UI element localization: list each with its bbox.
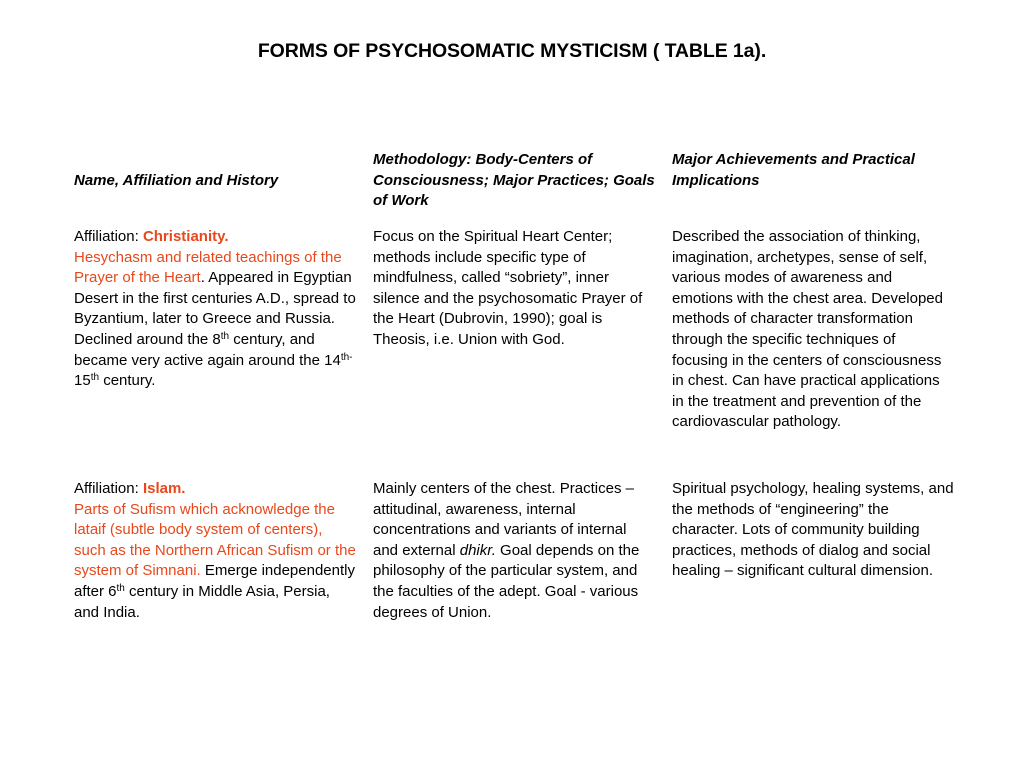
header-name-affiliation-history: Name, Affiliation and History bbox=[74, 172, 279, 189]
history-text: century, and became very active again around the 14 bbox=[74, 330, 341, 369]
methodology-text: Goal depends on the philosophy of the particular system, and the faculties of the adept. Goal - various degrees of Union. bbox=[373, 541, 640, 621]
affiliation-label: Affiliation: bbox=[74, 228, 143, 245]
tradition-name: Hesychasm and related teachings of the Prayer of the Heart bbox=[74, 248, 342, 287]
ordinal-suffix: th bbox=[116, 582, 125, 594]
header-achievements: Major Achievements and Practical Implications bbox=[672, 151, 915, 189]
ordinal-suffix: th bbox=[220, 330, 230, 342]
row-christianity-achievements-cell: Described the association of thinking, imagination, archetypes, sense of self, various modes of awareness and emotions with the chest area. Developed methods of character transformation through the specific techniques of focusing in the centers of consciousness in chest. Can have practical applications in the treatment and prevention of the cardiovascular pathology. bbox=[672, 228, 943, 431]
methodology-text: Mainly centers of the chest. Practices – attitudinal, awareness, internal concentrations and variants of internal and external bbox=[373, 480, 634, 559]
history-text: century. bbox=[99, 372, 156, 390]
affiliation-name: Christianity. bbox=[142, 228, 229, 245]
affiliation-label: Affiliation: bbox=[74, 480, 143, 497]
methodology-term: dhikr. bbox=[459, 541, 496, 559]
ordinal-suffix: th bbox=[90, 372, 100, 384]
history-text: 15 bbox=[74, 372, 91, 390]
row-christianity-history-cell bbox=[74, 227, 356, 392]
history-text: Emerge independently after 6 bbox=[74, 562, 355, 600]
ordinal-suffix: th- bbox=[340, 351, 353, 363]
row-christianity-methodology-cell: Focus on the Spiritual Heart Center; methods include specific type of mindfulness, called “sobriety”, inner silence and the psychosomatic Prayer of the Heart (Dubrovin, 1990); goal is Theosis, i.e. Union with God. bbox=[373, 228, 643, 348]
row-islam-history-cell bbox=[74, 479, 356, 623]
header-methodology: Methodology: Body-Centers of Consciousness; Major Practices; Goals of Work bbox=[373, 151, 655, 210]
row-islam-achievements-cell: Spiritual psychology, healing systems, and the methods of “engineering” the character. Lots of community building practices, methods of dialog and social healing – significant cultural dimension. bbox=[672, 480, 954, 580]
history-text: century in Middle Asia, Persia, and India. bbox=[74, 582, 330, 621]
tradition-name: Parts of Sufism which acknowledge the lataif (subtle body system of centers), such as the Northern African Sufism or the system of Simnani. bbox=[74, 500, 356, 580]
row-islam-methodology-cell bbox=[373, 479, 655, 623]
history-text: . Appeared in Egyptian Desert in the first centuries A.D., spread to Byzantium, later to Greece and Russia. Declined around the 8 bbox=[74, 269, 356, 348]
page-title: FORMS OF PSYCHOSOMATIC MYSTICISM ( TABLE 1a). bbox=[257, 40, 767, 62]
affiliation-name: Islam. bbox=[142, 480, 186, 497]
